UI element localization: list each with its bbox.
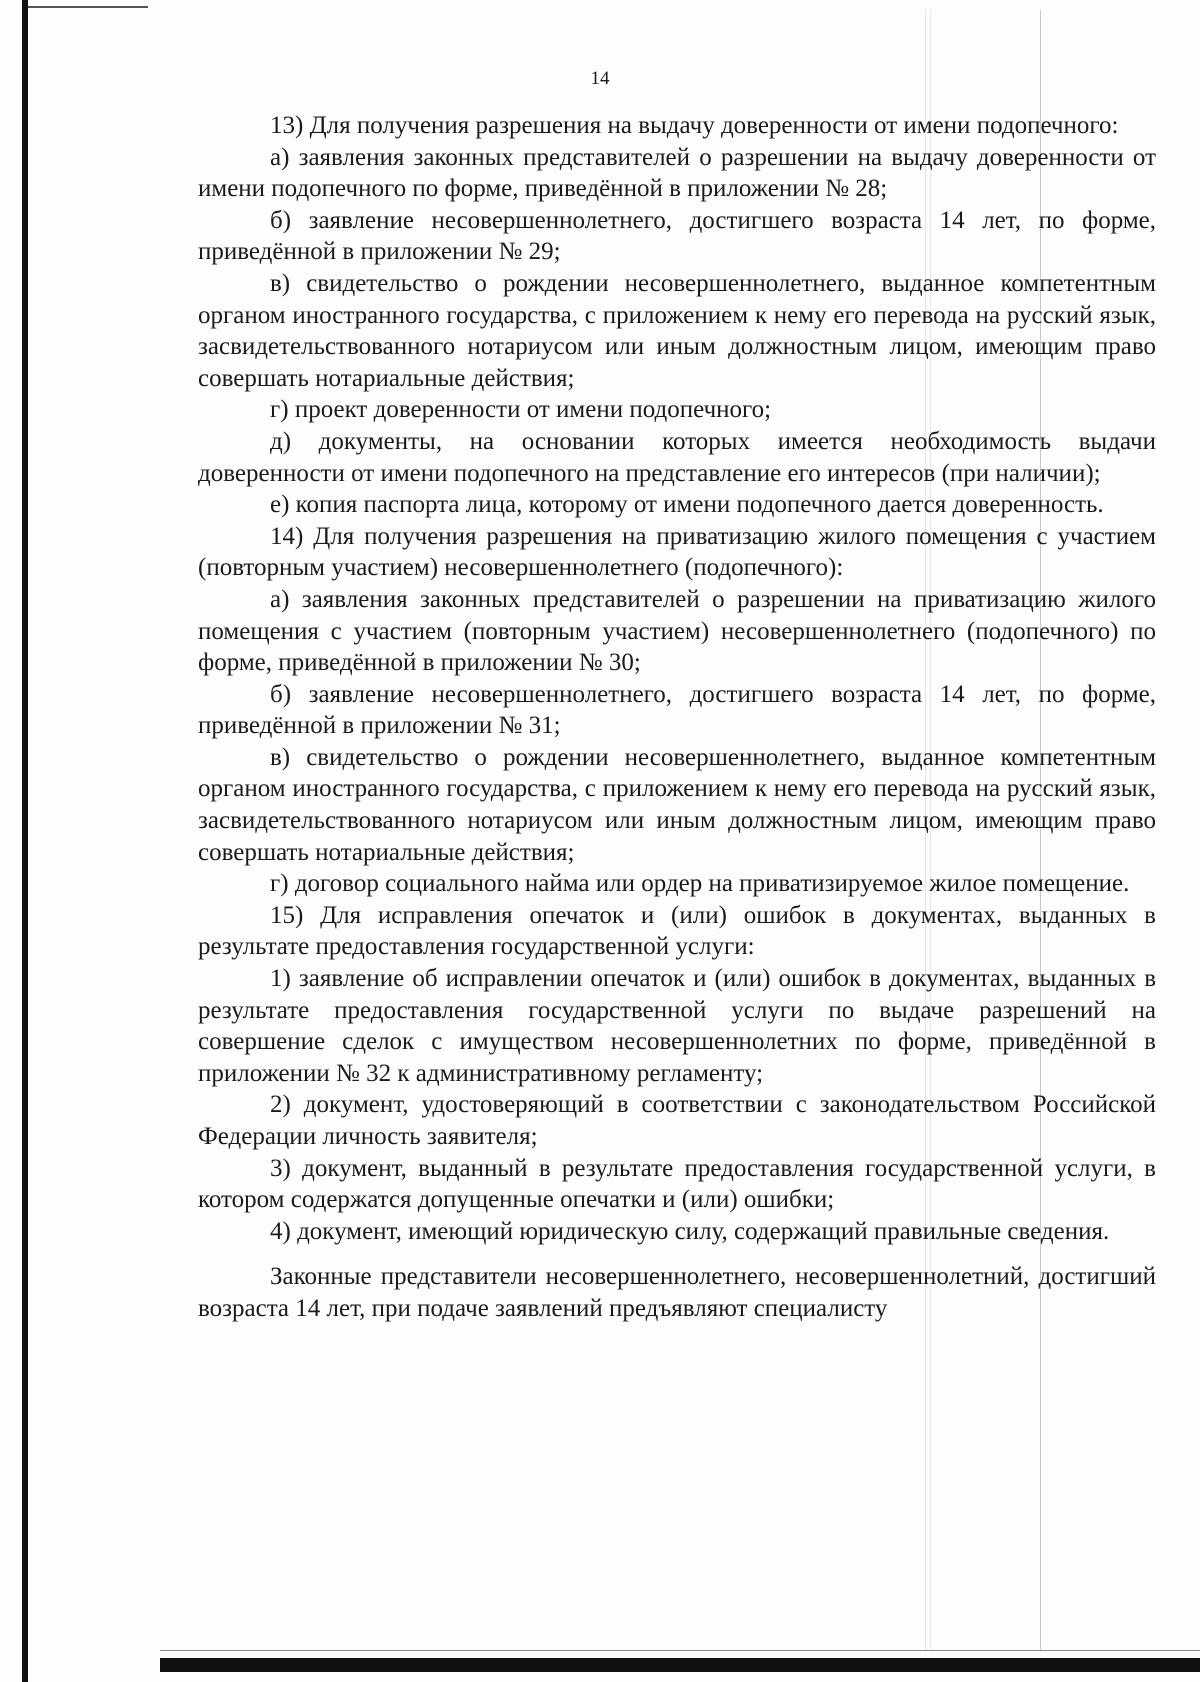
paragraph-13-e: е) копия паспорта лица, которому от имени подопечного дается доверенность. — [270, 491, 1104, 519]
paragraph-14: 14) Для получения разрешения на приватизацию жилого помещения с участием (повторным участием) несовершеннолетнего (подопечного): — [198, 522, 1156, 582]
page-number: 14 — [590, 68, 610, 89]
paragraph-legal-representatives: Законные представители несовершеннолетнего, несовершеннолетний, достигший возраста 14 лет, при подаче заявлений предъявляют специалисту — [198, 1263, 1156, 1322]
paragraph-13-g: г) проект доверенности от имени подопечного; — [270, 396, 772, 424]
paragraph-14-a: а) заявления законных представителей о разрешении на приватизацию жилого помещения с участием (повторным участием) несовершеннолетнего (подопечного) по форме, приведённой в приложении № 30; — [198, 585, 1156, 677]
paragraph-14-v: в) свидетельство о рождении несовершеннолетнего, выданное компетентным органом иностранного государства, с приложением к нему его перевода на русский язык, засвидетельствованного нотариусом или иным должностным лицом, имеющим право совершать нотариальные действия; — [198, 743, 1156, 866]
paragraph-15-3: 3) документ, выданный в результате предоставления государственной услуги, в котором содержатся допущенные опечатки и (или) ошибки; — [198, 1154, 1156, 1214]
scan-bottom-line — [160, 1650, 1200, 1651]
paragraph-14-b: б) заявление несовершеннолетнего, достигшего возраста 14 лет, по форме, приведённой в приложении № 31; — [198, 680, 1156, 740]
paragraph-15-2: 2) документ, удостоверяющий в соответствии с законодательством Российской Федерации личность заявителя; — [198, 1091, 1156, 1150]
paragraph-13-v: в) свидетельство о рождении несовершеннолетнего, выданное компетентным органом иностранного государства, с приложением к нему его перевода на русский язык, засвидетельствованного нотариусом или иным должностным лицом, имеющим право совершать нотариальные действия; — [198, 269, 1156, 392]
paragraph-13: 13) Для получения разрешения на выдачу доверенности от имени подопечного: — [270, 112, 1119, 139]
paragraph-13-b: б) заявление несовершеннолетнего, достигшего возраста 14 лет, по форме, приведённой в приложении № 29; — [198, 206, 1156, 266]
paragraph-14-g: г) договор социального найма или ордер на приватизируемое жилое помещение. — [270, 870, 1130, 898]
scan-bottom-border — [160, 1658, 1200, 1672]
paragraph-15-1: 1) заявление об исправлении опечаток и (или) ошибок в документах, выданных в результате предоставления государственной услуги по выдаче разрешений на совершение сделок с имуществом несовершеннолетних по форме, приведённой в приложении № 32 к административному регламенту; — [198, 965, 1156, 1087]
paragraph-15: 15) Для исправления опечаток и (или) ошибок в документах, выданных в результате предоставления государственной услуги: — [198, 901, 1156, 961]
scan-top-line — [28, 6, 148, 8]
paragraph-13-a: а) заявления законных представителей о разрешении на выдачу доверенности от имени подопечного по форме, приведённой в приложении № 28; — [198, 143, 1156, 203]
document-body — [198, 110, 1156, 1325]
scan-left-border — [22, 0, 28, 1682]
paragraph-15-4: 4) документ, имеющий юридическую силу, содержащий правильные сведения. — [270, 1217, 1110, 1245]
paragraph-13-d: д) документы, на основании которых имеется необходимость выдачи доверенности от имени подопечного на представление его интересов (при наличии); — [198, 427, 1156, 487]
